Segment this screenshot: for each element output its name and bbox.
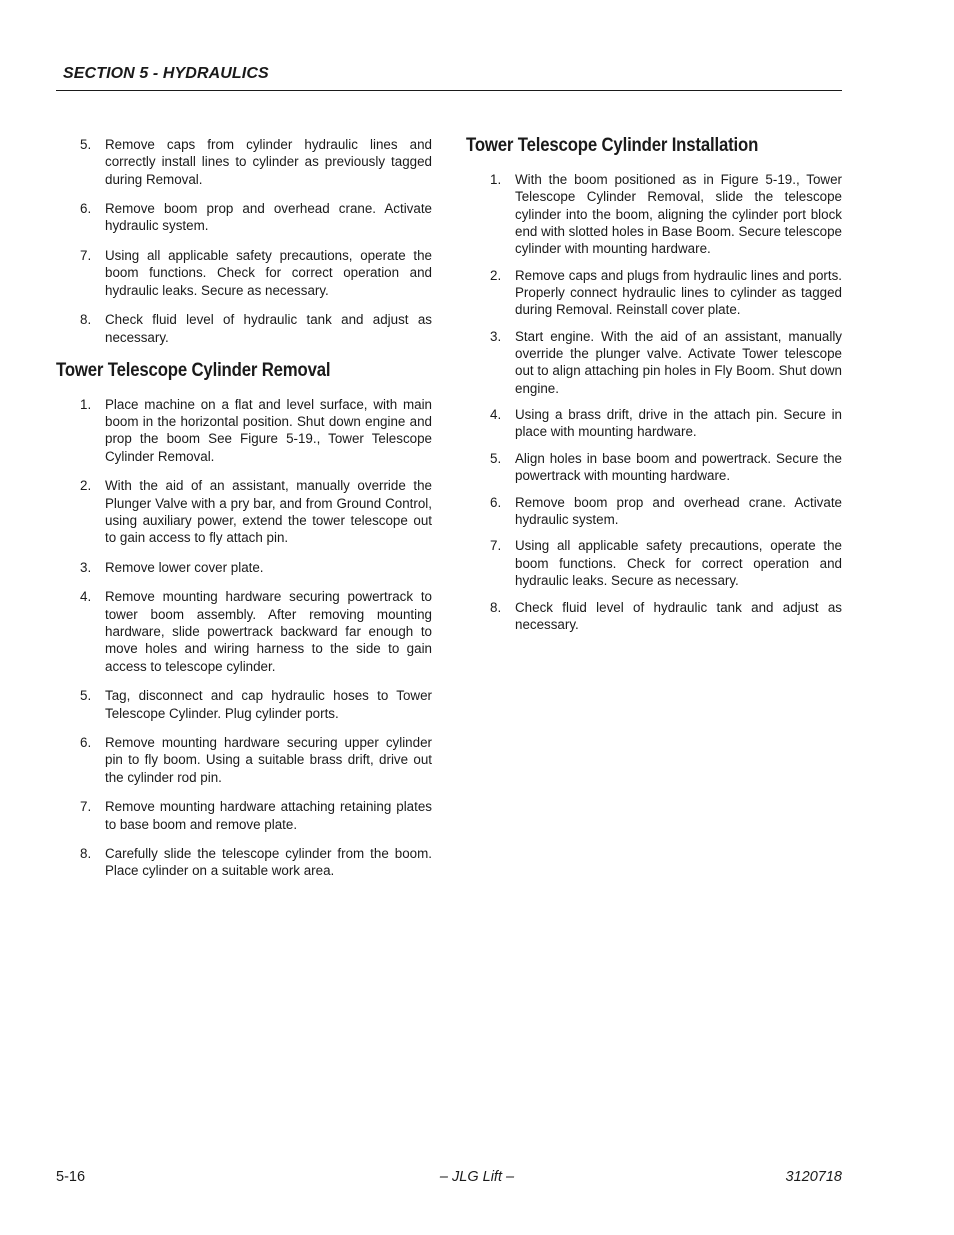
list-item [56, 588, 432, 674]
list-item [56, 396, 432, 465]
list-item [466, 599, 842, 634]
page-number: 5-16 [56, 1169, 86, 1185]
step-text: Remove mounting hardware securing powertrack to tower boom assembly. After removing mounting hardware, slide powertrack backward far enough to move holes and wiring harness to the side to gain access to telescope cylinder. [105, 589, 432, 674]
step-text: Using all applicable safety precautions, operate the boom functions. Check for correct operation and hydraulic leaks. Secure as necessary. [105, 248, 432, 298]
list-item [56, 559, 432, 576]
list-item [466, 494, 842, 529]
list-item [56, 247, 432, 299]
list-item [56, 477, 432, 546]
step-text: Remove boom prop and overhead crane. Activate hydraulic system. [105, 201, 432, 234]
installation-heading: Tower Telescope Cylinder Installation [466, 134, 759, 156]
right-column [466, 136, 842, 642]
step-number: 7. [80, 799, 92, 815]
step-text: Using a brass drift, drive in the attach pin. Secure in place with mounting hardware. [515, 407, 842, 440]
step-number: 4. [80, 589, 92, 605]
list-item [466, 537, 842, 589]
step-number: 6. [490, 494, 502, 510]
list-item [56, 136, 432, 188]
step-number: 3. [490, 328, 502, 344]
step-number: 8. [490, 599, 502, 615]
step-number: 7. [490, 538, 502, 554]
step-number: 1. [80, 396, 92, 412]
list-item [56, 734, 432, 786]
step-number: 8. [80, 846, 92, 862]
left-column [56, 136, 432, 892]
header-rule [56, 90, 842, 91]
step-text: Check fluid level of hydraulic tank and adjust as necessary. [105, 312, 432, 345]
list-item [466, 406, 842, 441]
step-number: 1. [490, 172, 502, 187]
list-item [56, 200, 432, 235]
step-text: Carefully slide the telescope cylinder from the boom. Place cylinder on a suitable work area. [105, 846, 432, 879]
step-number: 6. [80, 201, 92, 217]
list-item [466, 450, 842, 485]
step-text: Remove lower cover plate. [105, 559, 264, 575]
list-item [56, 845, 432, 880]
step-text: Remove mounting hardware securing upper cylinder pin to fly boom. Using a suitable brass drift, drive out the cylinder rod pin. [105, 735, 432, 785]
step-number: 7. [80, 248, 92, 264]
step-text: Place machine on a flat and level surface, with main boom in the horizontal position. Shut down engine and prop the boom See Figure 5-19., Tower Telescope Cylinder Removal. [105, 396, 432, 464]
step-number: 6. [80, 735, 92, 751]
step-number: 4. [490, 407, 502, 423]
step-text: Using all applicable safety precautions, operate the boom functions. Check for correct operation and hydraulic leaks. Secure as necessary. [515, 538, 842, 589]
step-number: 5. [80, 688, 92, 704]
document-number: 3120718 [785, 1169, 842, 1185]
section-title: SECTION 5 - HYDRAULICS [63, 65, 269, 82]
step-number: 5. [80, 137, 92, 152]
removal-heading: Tower Telescope Cylinder Removal [56, 358, 331, 381]
list-item [466, 171, 842, 257]
removal-steps-list [56, 396, 432, 880]
step-number: 5. [490, 450, 502, 466]
continued-steps-list [56, 136, 432, 346]
list-item [56, 798, 432, 833]
list-item [56, 311, 432, 346]
step-number: 3. [80, 559, 92, 575]
list-item [56, 687, 432, 722]
step-text: Start engine. With the aid of an assistant, manually override the plunger valve. Activate Tower telescope out to align attaching pin holes in Fly Boom. Shut down engine. [515, 328, 842, 396]
step-number: 2. [490, 267, 502, 283]
step-text: Remove caps and plugs from hydraulic lines and ports. Properly connect hydraulic lines to cylinder as tagged during Removal. Reinstall cover plate. [515, 267, 842, 318]
step-number: 2. [80, 478, 92, 494]
step-text: Remove mounting hardware attaching retaining plates to base boom and remove plate. [105, 799, 432, 832]
step-number: 8. [80, 312, 92, 328]
step-text: With the aid of an assistant, manually override the Plunger Valve with a pry bar, and from Ground Control, using auxiliary power, extend the tower telescope out to gain access to fly attach pin. [105, 478, 432, 546]
installation-steps-list [466, 171, 842, 633]
step-text: With the boom positioned as in Figure 5-19., Tower Telescope Cylinder Removal, slide the telescope cylinder into the boom, aligning the cylinder port block end with slotted holes in Base Boom. Secure telescope cylinder with mounting hardware. [515, 172, 842, 257]
step-text: Tag, disconnect and cap hydraulic hoses to Tower Telescope Cylinder. Plug cylinder ports. [105, 688, 432, 721]
step-text: Check fluid level of hydraulic tank and adjust as necessary. [515, 599, 842, 632]
step-text: Remove caps from cylinder hydraulic lines and correctly install lines to cylinder as previously tagged during Removal. [105, 137, 432, 187]
list-item [466, 267, 842, 319]
footer-brand: – JLG Lift – [439, 1169, 515, 1185]
step-text: Align holes in base boom and powertrack. Secure the powertrack with mounting hardware. [515, 450, 842, 484]
list-item [466, 328, 842, 397]
step-text: Remove boom prop and overhead crane. Activate hydraulic system. [515, 494, 842, 527]
